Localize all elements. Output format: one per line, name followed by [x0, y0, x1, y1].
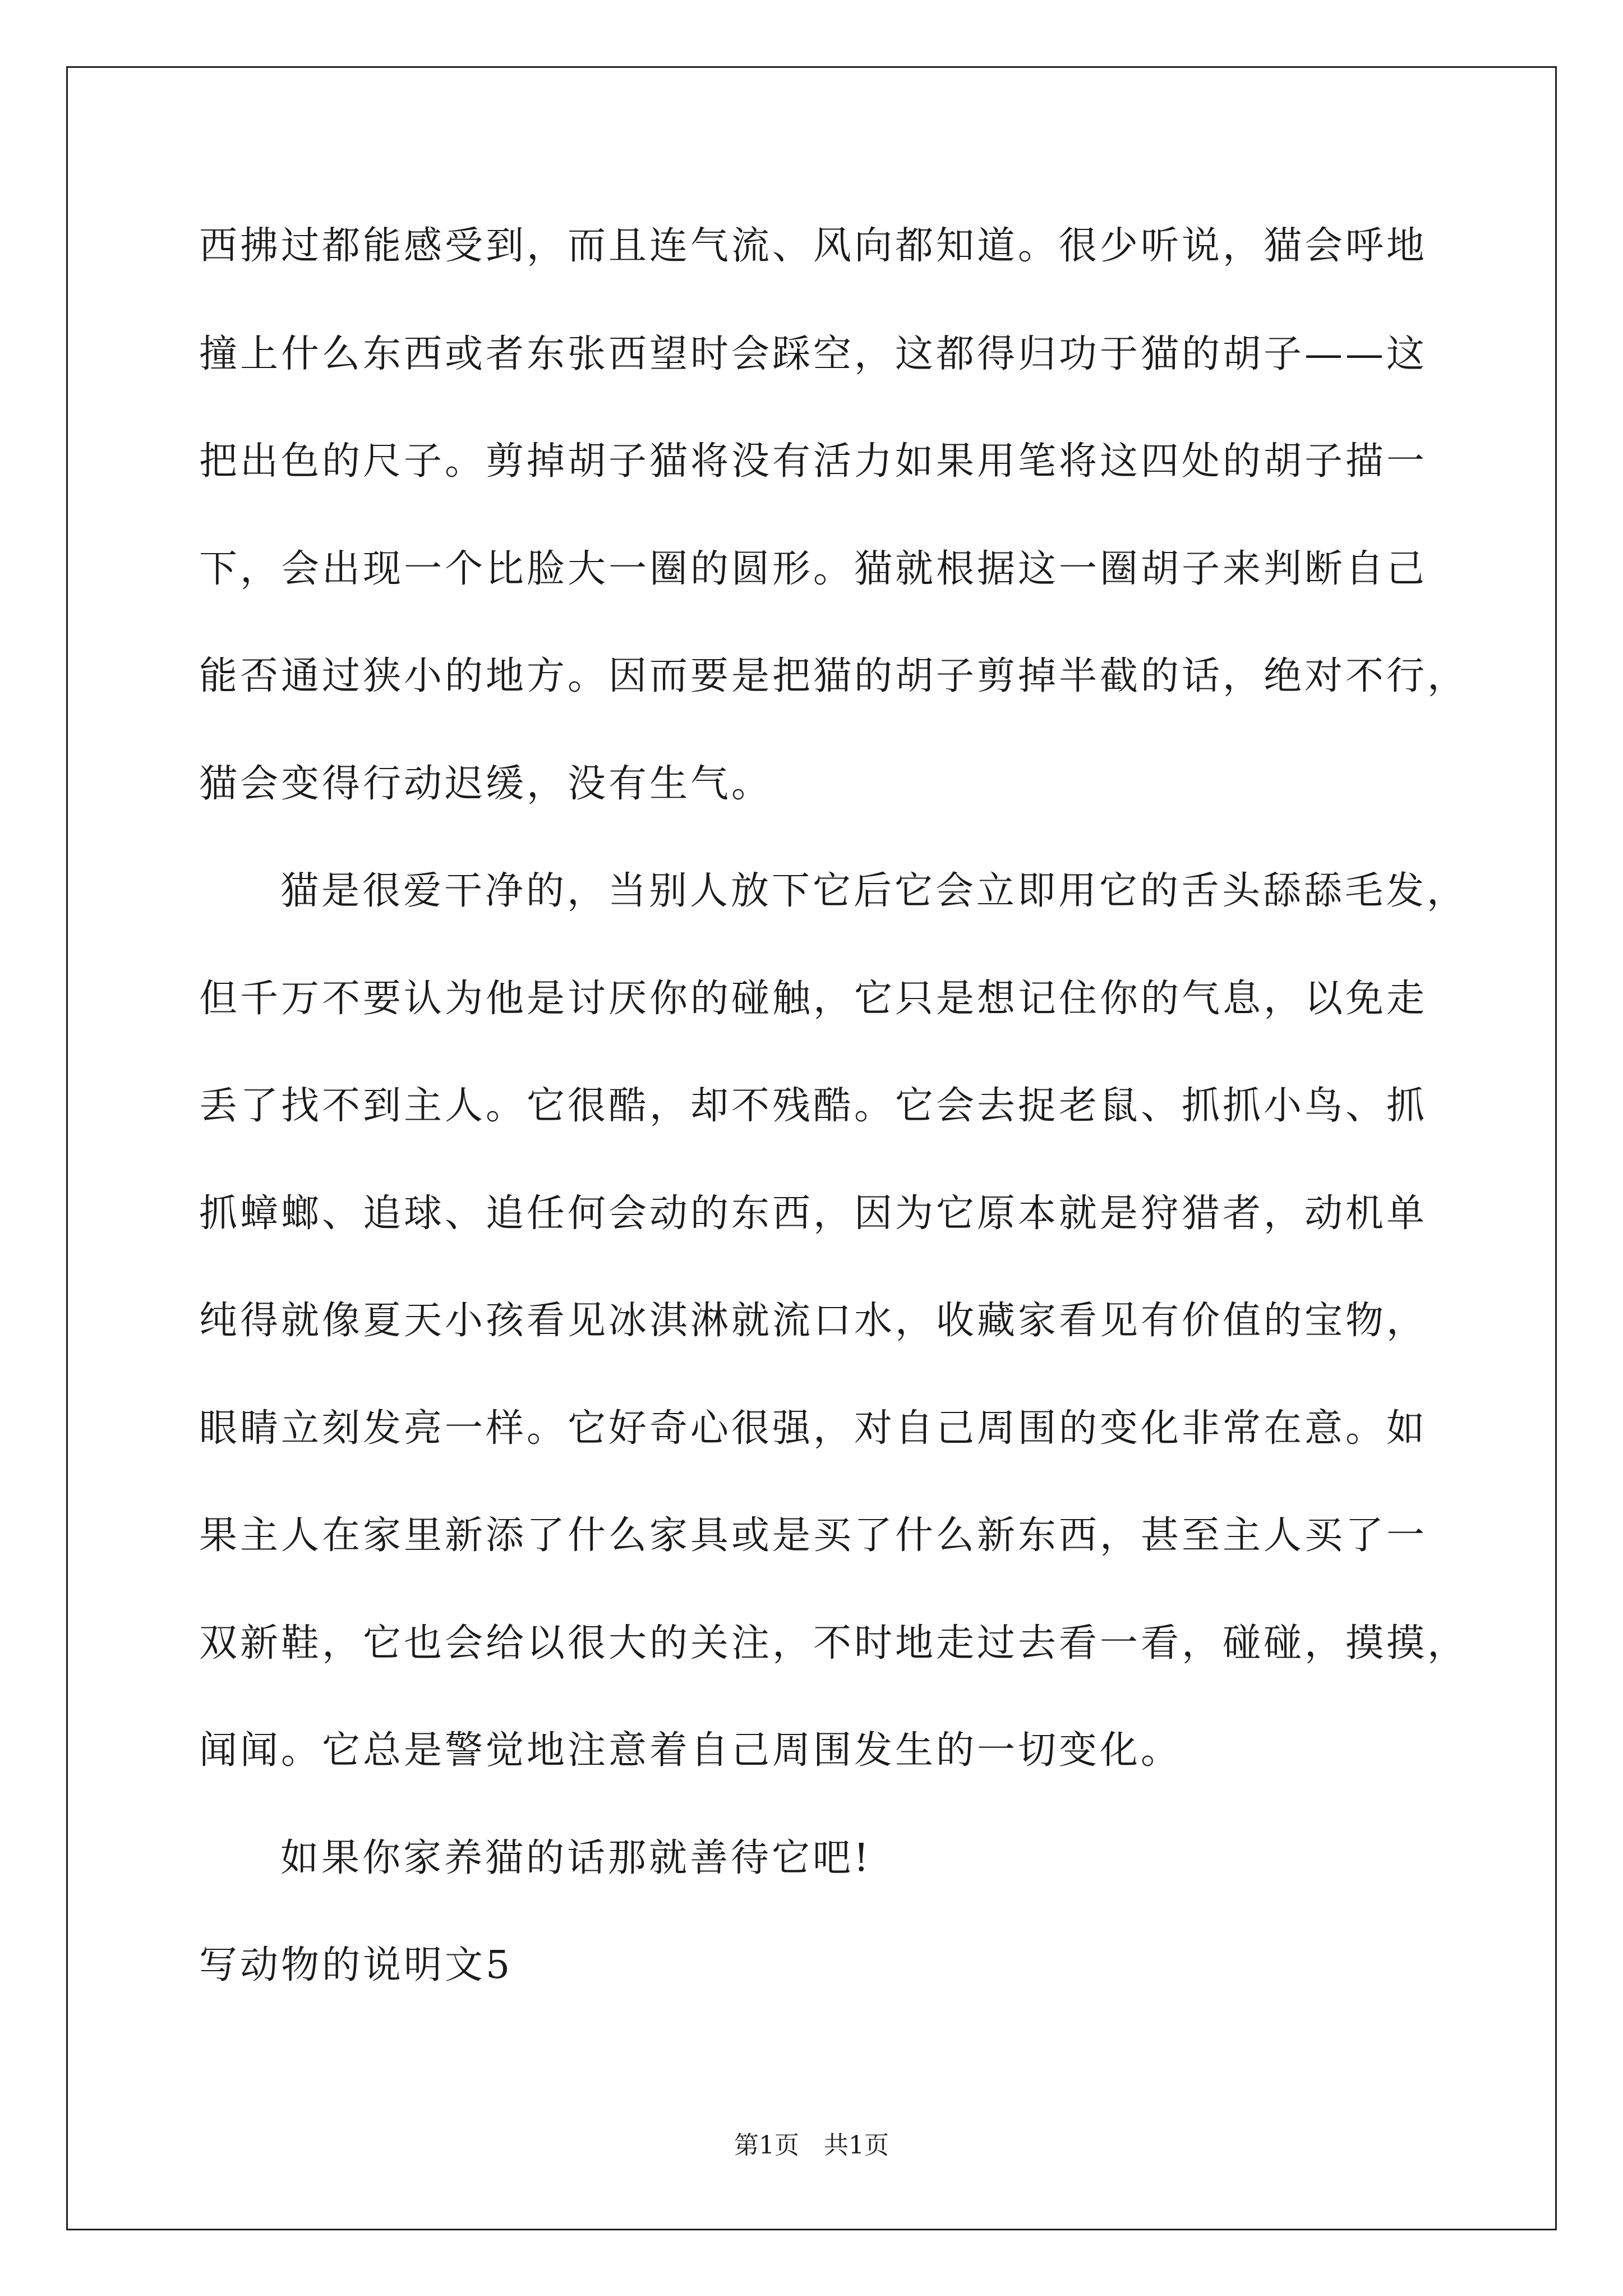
body-line-5: 能否通过狭小的地方。因而要是把猫的胡子剪掉半截的话，绝对不行， — [199, 654, 1469, 698]
body-line-8: 但千万不要认为他是讨厌你的碰触，它只是想记住你的气息，以免走 — [199, 977, 1428, 1021]
body-line-1: 西拂过都能感受到，而且连气流、风向都知道。很少听说，猫会呼地 — [199, 224, 1428, 268]
page-border — [66, 66, 1557, 2230]
body-line-3: 把出色的尺子。剪掉胡子猫将没有活力如果用笔将这四处的胡子描一 — [199, 439, 1428, 484]
body-line-13: 果主人在家里新添了什么家具或是买了什么新东西，甚至主人买了一 — [199, 1513, 1428, 1558]
body-line-12: 眼睛立刻发亮一样。它好奇心很强，对自己周围的变化非常在意。如 — [199, 1406, 1428, 1451]
body-line-16: 如果你家养猫的话那就善待它吧! — [280, 1836, 872, 1880]
body-line-6: 猫会变得行动迟缓，没有生气。 — [199, 762, 773, 806]
body-line-10: 抓蟑螂、追球、追任何会动的东西，因为它原本就是狩猎者，动机单 — [199, 1191, 1428, 1236]
body-line-9: 丢了找不到主人。它很酷，却不残酷。它会去捉老鼠、抓抓小鸟、抓 — [199, 1084, 1428, 1128]
body-line-2: 撞上什么东西或者东张西望时会踩空，这都得归功于猫的胡子——这 — [199, 332, 1428, 376]
page-number-footer: 第1页 共1页 — [734, 2131, 889, 2160]
body-line-11: 纯得就像夏天小孩看见冰淇淋就流口水，收藏家看见有价值的宝物， — [199, 1299, 1428, 1343]
body-line-14: 双新鞋，它也会给以很大的关注，不时地走过去看一看，碰碰，摸摸， — [199, 1621, 1469, 1665]
body-line-4: 下，会出现一个比脸大一圈的圆形。猫就根据这一圈胡子来判断自己 — [199, 547, 1428, 591]
body-line-15: 闻闻。它总是警觉地注意着自己周围发生的一切变化。 — [199, 1728, 1182, 1773]
body-line-7: 猫是很爱干净的，当别人放下它后它会立即用它的舌头舔舔毛发， — [280, 869, 1468, 913]
section-heading: 写动物的说明文5 — [199, 1943, 513, 1987]
